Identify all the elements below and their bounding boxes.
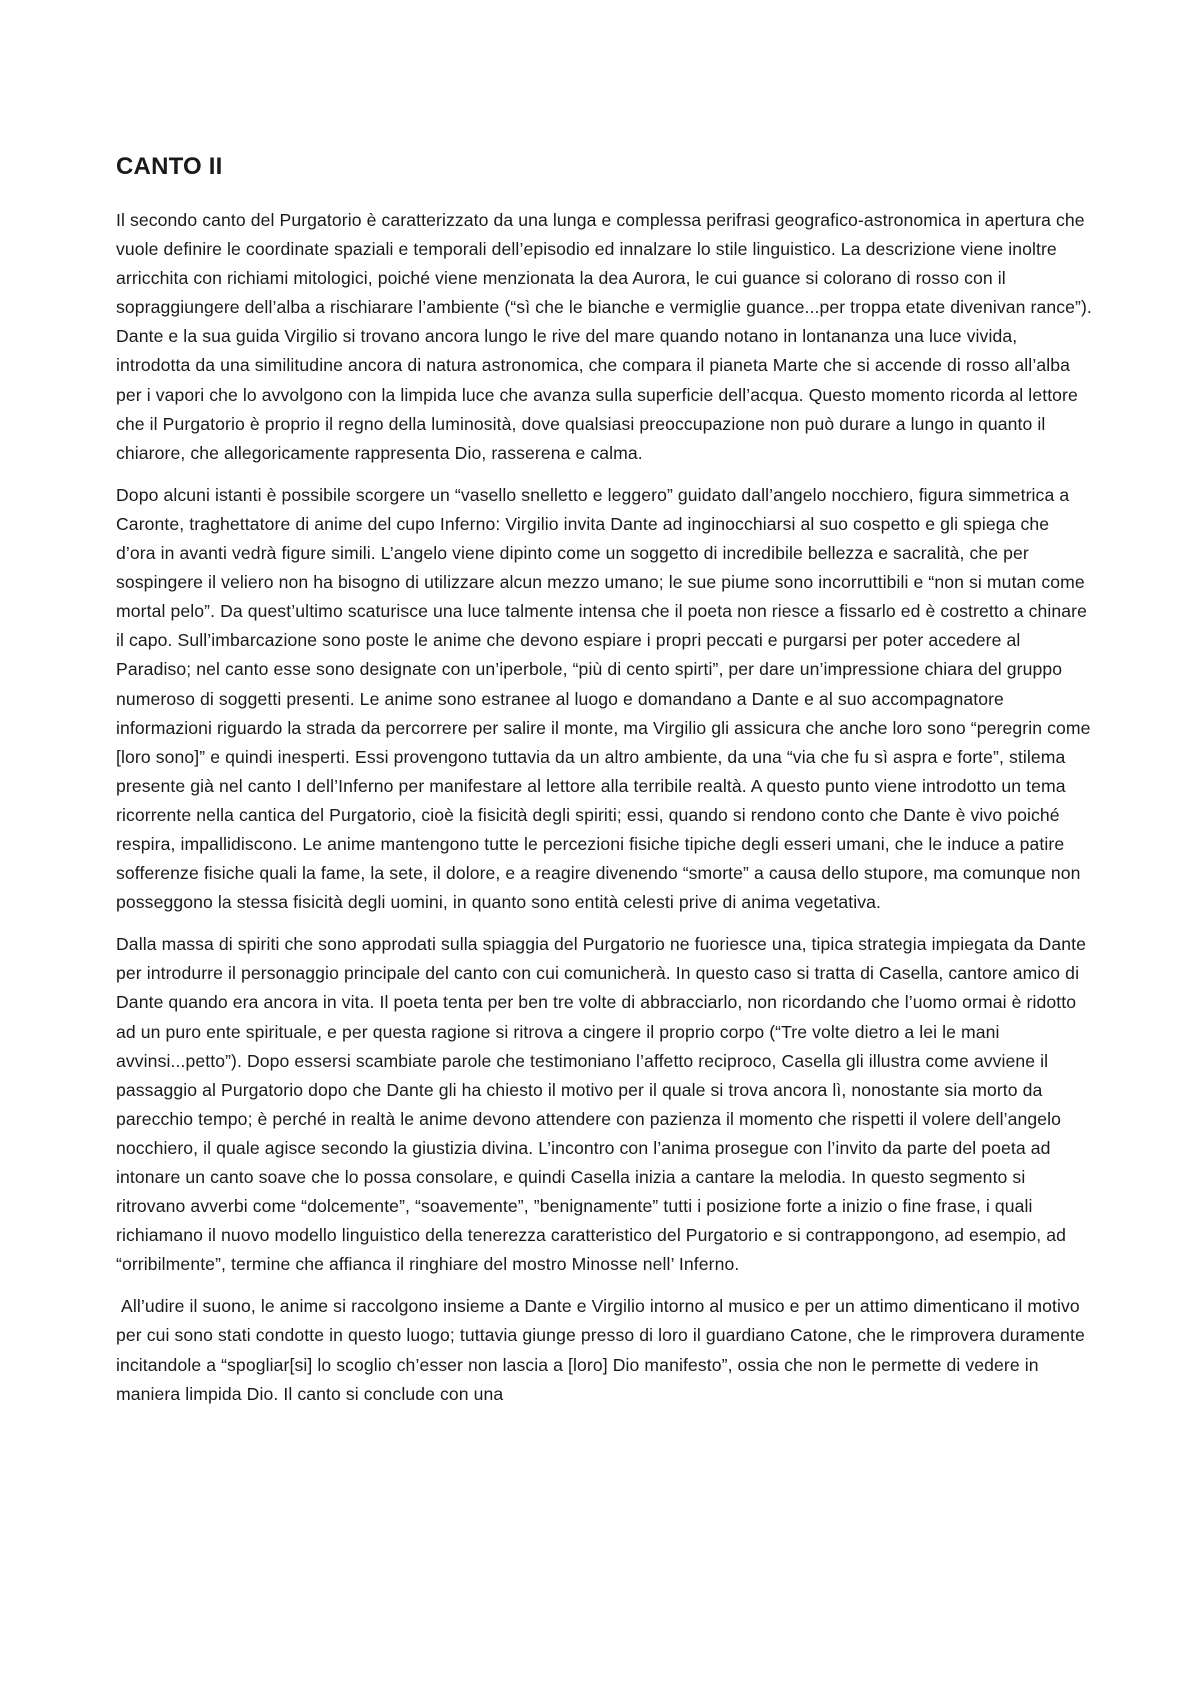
- document-page: [116, 138, 1092, 1422]
- paragraph-angel: Dopo alcuni istanti è possibile scorgere un “vasello snelletto e leggero” guidato dall’angelo nocchiero, figura simmetrica a Caronte, traghettatore di anime del cupo Inferno: Virgilio invita Dante ad inginocchiarsi al suo cospetto e gli spiega che d’ora in avanti vedrà figure simili. L’angelo viene dipinto come un soggetto di incredibile bellezza e sacralità, che per sospingere il veliero non ha bisogno di utilizzare alcun mezzo umano; le sue piume sono incorruttibili e “non si mutan come mortal pelo”. Da quest’ultimo scaturisce una luce talmente intensa che il poeta non riesce a fissarlo ed è costretto a chinare il capo. Sull’imbarcazione sono poste le anime che devono espiare i propri peccati e purgarsi per poter accedere al Paradiso; nel canto esse sono designate con un’iperbole, “più di cento spirti”, per dare un’impressione chiara del gruppo numeroso di soggetti presenti. Le anime sono estranee al luogo e domandano a Dante e al suo accompagnatore informazioni riguardo la strada da percorrere per salire il monte, ma Virgilio gli assicura che anche loro sono “peregrin come [loro sono]” e quindi inesperti. Essi provengono tuttavia da un altro ambiente, da una “via che fu sì aspra e forte”, stilema presente già nel canto I dell’Inferno per manifestare al lettore alla terribile realtà. A questo punto viene introdotto un tema ricorrente nella cantica del Purgatorio, cioè la fisicità degli spiriti; essi, quando si rendono conto che Dante è vivo poiché respira, impallidiscono. Le anime mantengono tutte le percezioni fisiche tipiche degli esseri umani, che le induce a patire sofferenze fisiche quali la fame, la sete, il dolore, e a reagire divenendo “smorte” a causa dello stupore, ma comunque non posseggono la stessa fisicità degli uomini, in quanto sono entità celesti prive di anima vegetativa.: [116, 484, 1091, 913]
- paragraph-intro: Il secondo canto del Purgatorio è caratterizzato da una lunga e complessa perifrasi geografico-astronomica in apertura che vuole definire le coordinate spaziali e temporali dell’episodio ed innalzare lo stile linguistico. La descrizione viene inoltre arricchita con richiami mitologici, poiché viene menzionata la dea Aurora, le cui guance si colorano di rosso con il sopraggiungere dell’alba a rischiarare l’ambiente (“sì che le bianche e vermiglie guance...per troppa etate divenivan rance”). Dante e la sua guida Virgilio si trovano ancora lungo le rive del mare quando notano in lontananza una luce vivida, introdotta da una similitudine ancora di natura astronomica, che compara il pianeta Marte che si accende di rosso all’alba per i vapori che lo avvolgono con la limpida luce che avanza sulla superficie dell’acqua. Questo momento ricorda al lettore che il Purgatorio è proprio il regno della luminosità, dove qualsiasi preoccupazione non può durare a lungo in quanto il chiarore, che allegoricamente rappresenta Dio, rasserena e calma.: [116, 210, 1092, 463]
- paragraph-casella: Dalla massa di spiriti che sono approdati sulla spiaggia del Purgatorio ne fuoriesce una, tipica strategia impiegata da Dante per introdurre il personaggio principale del canto con cui comunicherà. In questo caso si tratta di Casella, cantore amico di Dante quando era ancora in vita. Il poeta tenta per ben tre volte di abbracciarlo, non ricordando che l’uomo ormai è ridotto ad un puro ente spirituale, e per questa ragione si ritrova a cingere il proprio corpo (“Tre volte dietro a lei le mani avvinsi...petto”). Dopo essersi scambiate parole che testimoniano l’affetto reciproco, Casella gli illustra come avviene il passaggio al Purgatorio dopo che Dante gli ha chiesto il motivo per il quale si trova ancora lì, nonostante sia morto da parecchio tempo; è perché in realtà le anime devono attendere con pazienza il momento che rispetti il volere dell’angelo nocchiero, il quale agisce secondo la giustizia divina. L’incontro con l’anima prosegue con l’invito da parte del poeta ad intonare un canto soave che lo possa consolare, e quindi Casella inizia a cantare la melodia. In questo segmento si ritrovano avverbi come “dolcemente”, “soavemente”, ”benignamente” tutti i posizione forte a inizio o fine frase, i quali richiamano il nuovo modello linguistico della tenerezza caratteristico del Purgatorio e si contrappongono, ad esempio, ad “orribilmente”, termine che affianca il ringhiare del mostro Minosse nell’ Inferno.: [116, 934, 1086, 1275]
- document-title: CANTO II: [116, 153, 223, 180]
- paragraph-catone: All’udire il suono, le anime si raccolgono insieme a Dante e Virgilio intorno al musico e per un attimo dimenticano il motivo per cui sono stati condotte in questo luogo; tuttavia giunge presso di loro il guardiano Catone, che le rimprovera duramente incitandole a “spogliar[si] lo scoglio ch’esser non lascia a [loro] Dio manifesto”, ossia che non le permette di vedere in maniera limpida Dio. Il canto si conclude con una: [116, 1296, 1090, 1404]
